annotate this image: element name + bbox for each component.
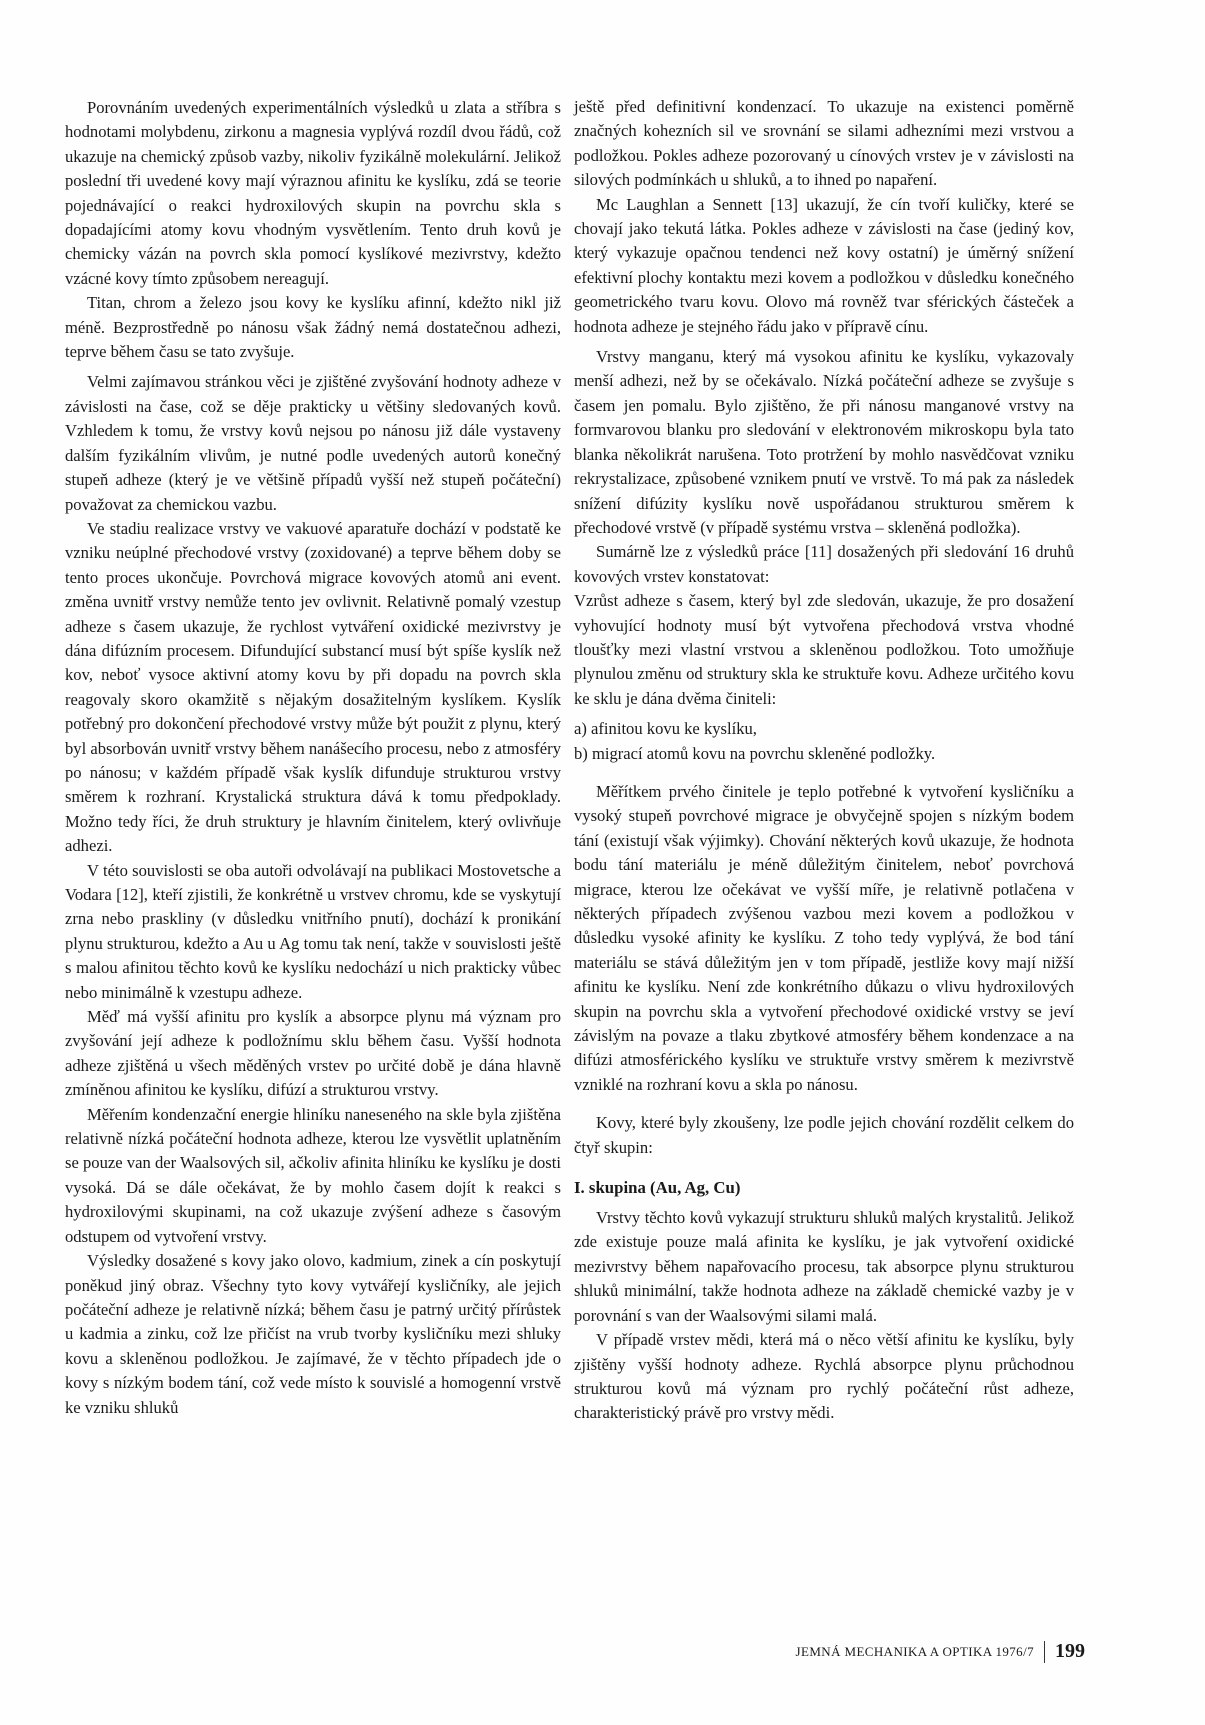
- left-column: [65, 96, 561, 1420]
- paragraph: Vrstvy těchto kovů vykazují strukturu shluků malých krystalitů. Jelikož zde existuje pouze malá afinita ke kyslíku, je jak vytvoření oxidické mezivrstvy během napařovacího procesu, tak absorpce plynu strukturou shluků minimální, takže hodnota adheze na základě chemické vazby je v porovnání s van der Waalsovými silami malá.: [574, 1208, 1074, 1325]
- paragraph: Mc Laughlan a Sennett [13] ukazují, že cín tvoří kuličky, které se chovají jako tekutá látka. Pokles adheze v závislosti na čase (jediný kov, který vykazuje opačnou tendenci než kovy ostatní) je úměrný snížení efektivní plochy kontaktu mezi kovem a podložkou v důsledku konečného geometrického tvaru kovu. Olovo má rovněž tvar sférických částeček a hodnota adheze je stejného řádu jako v přípravě cínu.: [574, 194, 1074, 336]
- factor-list: [574, 717, 1074, 766]
- paragraph: Velmi zajímavou stránkou věci je zjištěné zvyšování hodnoty adheze v závislosti na čase, což se děje prakticky u většiny sledovaných kovů. Vzhledem k tomu, že vrstvy kovů nejsou po nánosu již dále vystaveny dalším fyzikálním vlivům, je nutné podle uvedených autorů konečný stupeň adheze (který je ve většině případů vyšší než stupeň počáteční) považovat za chemickou vazbu.: [65, 372, 561, 514]
- paragraph: Měď má vyšší afinitu pro kyslík a absorpce plynu má význam pro zvyšování její adheze k podložnímu sklu během času. Vyšší hodnota adheze zjištěná u všech měděných vrstev po určité době je dána hlavně zmíněnou afinitou ke kyslíku, difúzí a strukturou vrstvy.: [65, 1007, 561, 1100]
- paragraph: Sumárně lze z výsledků práce [11] dosažených při sledování 16 druhů kovových vrstev konstatovat:: [574, 542, 1074, 586]
- right-column: [574, 95, 1074, 1426]
- paragraph: ještě před definitivní kondenzací. To ukazuje na existenci poměrně značných kohezních sil ve srovnání se silami adhezními mezi vrstvou a podložkou. Pokles adheze pozorovaný u cínových vrstev je v závislosti na silových podmínkách u shluků, a to ihned po napaření.: [574, 97, 1074, 190]
- page-footer: [796, 1640, 1085, 1663]
- paragraph: V této souvislosti se oba autoři odvolávají na publikaci Mostovetsche a Vodara [12], kteří zjistili, že konkrétně u vrstvev chromu, kde se vyskytují zrna nebo praskliny (v důsledku vnitřního pnutí), dochází k pronikání plynu strukturou, kdežto a Au u Ag tomu tak není, takže v souvislosti ještě s malou afinitou těchto kovů ke kyslíku nedochází u nich prakticky vůbec nebo minimálně k vzestupu adheze.: [65, 860, 561, 1002]
- paragraph: Výsledky dosažené s kovy jako olovo, kadmium, zinek a cín poskytují poněkud jiný obraz. Všechny tyto kovy vytvářejí kysličníky, ale jejich počáteční adheze je relativně nízká; během času je patrný určitý přírůstek u kadmia a zinku, což lze přičíst na vrub tvorby kysličníku mezi shluky kovu a skleněnou podložkou. Je zajímavé, že v těchto případech jde o kovy s nízkým bodem tání, což vede místo k souvislé a homogenní vrstvě ke vzniku shluků: [65, 1251, 561, 1417]
- paragraph: Titan, chrom a železo jsou kovy ke kyslíku afinní, kdežto nikl již méně. Bezprostředně po nánosu však žádný nemá dostatečnou adhezi, teprve během času se tato zvyšuje.: [65, 293, 561, 362]
- paragraph: Porovnáním uvedených experimentálních výsledků u zlata a stříbra s hodnotami molybdenu, zirkonu a magnesia vyplývá rozdíl dvou řádů, což ukazuje na chemický způsob vazby, nikoliv fyzikálně molekulární. Jelikož poslední tři uvedené kovy mají výraznou afinitu ke kyslíku, zdá se teorie pojednávající o reakci hydroxilových skupin na povrchu skla s dopadajícími atomy kovu vhodným vysvětlením. Tento druh kovů je chemicky vázán na povrch skla pomocí kyslíkové mezivrstvy, kdežto vzácné kovy tímto způsobem nereagují.: [65, 98, 561, 288]
- paragraph: Kovy, které byly zkoušeny, lze podle jejich chování rozdělit celkem do čtyř skupin:: [574, 1113, 1074, 1157]
- paragraph: Měřením kondenzační energie hliníku naneseného na skle byla zjištěna relativně nízká počáteční hodnota adheze, kterou lze vysvětlit uplatněním se pouze van der Waalsových sil, ačkoliv afinita hliníku ke kyslíku je dosti vysoká. Dá se dále očekávat, že by mohlo časem dojít k reakci s hydroxilovými skupinami, na což ukazuje zvýšení adheze s časovým odstupem od vytvoření vrstvy.: [65, 1104, 561, 1246]
- paragraph: Vzrůst adheze s časem, který byl zde sledován, ukazuje, že pro dosažení vyhovující hodnoty musí být vytvořena přechodová vrstva vhodné tloušťky mezi vlastní vrstvou a skleněnou podložkou. Toto umožňuje plynulou změnu od struktury skla ke struktuře kovu. Adheze určitého kovu ke sklu je dána dvěma činiteli:: [574, 591, 1074, 708]
- paragraph: Vrstvy manganu, který má vysokou afinitu ke kyslíku, vykazovaly menší adhezi, než by se očekávalo. Nízká počáteční adheze se zvyšuje s časem jen pomalu. Bylo zjištěno, že při nánosu manganové vrstvy na formvarovou blanku pro sledování v elektronovém mikroskopu byla tato blanka několikrát narušena. Toto protržení by mohlo nasvědčovat vzniku rekrystalizace, způsobené vznikem pnutí ve vrstvě. To má pak za následek snížení difúzity kyslíku nově uspořádanou strukturou směrem k přechodové vrstvě (v případě systému vrstva – skleněná podložka).: [574, 347, 1074, 537]
- list-item: a) afinitou kovu ke kyslíku,: [574, 719, 757, 739]
- paragraph: Ve stadiu realizace vrstvy ve vakuové aparatuře dochází v podstatě ke vzniku neúplné přechodové vrstvy (zoxidované) a teprve během doby se tento proces ukončuje. Povrchová migrace kovových atomů ani event. změna uvnitř vrstvy nemůže tento jev ovlivnit. Relativně pomalý vzestup adheze s časem ukazuje, že rychlost vytváření oxidické mezivrstvy je dána difúzním procesem. Difundující substancí musí být spíše kyslík než kov, neboť vysoce aktivní atomy kovu by při dopadu na povrch skla reagovaly skoro okamžitě s nějakým dosažitelným kyslíkem. Kyslík potřebný pro dokončení přechodové vrstvy může být použit z plynu, který byl absorbován uvnitř vrstvy během nanášecího procesu, nebo z atmosféry po nánosu; v každém případě však kyslík difunduje strukturou vrstvy směrem k rozhraní. Krystalická struktura dává k tomu předpoklady. Možno tedy říci, že druh struktury je hlavním činitelem, který ovlivňuje adhezi.: [65, 518, 561, 856]
- footer-divider: [1044, 1641, 1045, 1663]
- section-heading: I. skupina (Au, Ag, Cu): [574, 1178, 741, 1198]
- page-number: 199: [1055, 1640, 1085, 1662]
- list-item: b) migrací atomů kovu na povrchu skleněné podložky.: [574, 743, 936, 763]
- paragraph: Měřítkem prvého činitele je teplo potřebné k vytvoření kysličníku a vysoký stupeň povrchové migrace je obvyčejně spojen s nízkým bodem tání (existují však výjimky). Chování některých kovů ukazuje, že hodnota bodu tání materiálu je méně důležitým činitelem, neboť povrchová migrace, kterou lze očekávat ve vyšší míře, je relativně potlačena v některých případech zvýšenou vazbou mezi kovem a podložkou v důsledku vysoké afinity ke kyslíku. Z toho tedy vyplývá, že bod tání materiálu se stává důležitým jen v tom případě, jestliže kovy mají nižší afinitu ke kyslíku. Není zde konkrétního důkazu o vlivu hydroxilových skupin na povrchu skla a vytvoření přechodové oxidické vrstvy se jeví závislým na povaze a tlaku zbytkové atmosféry během kondenzace a na difúzi atmosférického kyslíku ve struktuře vrstvy směrem k mezivrstvě vzniklé na rozhraní kovu a skla po nánosu.: [574, 781, 1074, 1094]
- journal-name: JEMNÁ MECHANIKA A OPTIKA 1976/7: [795, 1643, 1034, 1659]
- paragraph: V případě vrstev mědi, která má o něco větší afinitu ke kyslíku, byly zjištěny vyšší hodnoty adheze. Rychlá absorpce plynu průchodnou strukturou kovů má význam pro rychlý počáteční růst adheze, charakteristický právě pro vrstvy mědi.: [574, 1330, 1074, 1423]
